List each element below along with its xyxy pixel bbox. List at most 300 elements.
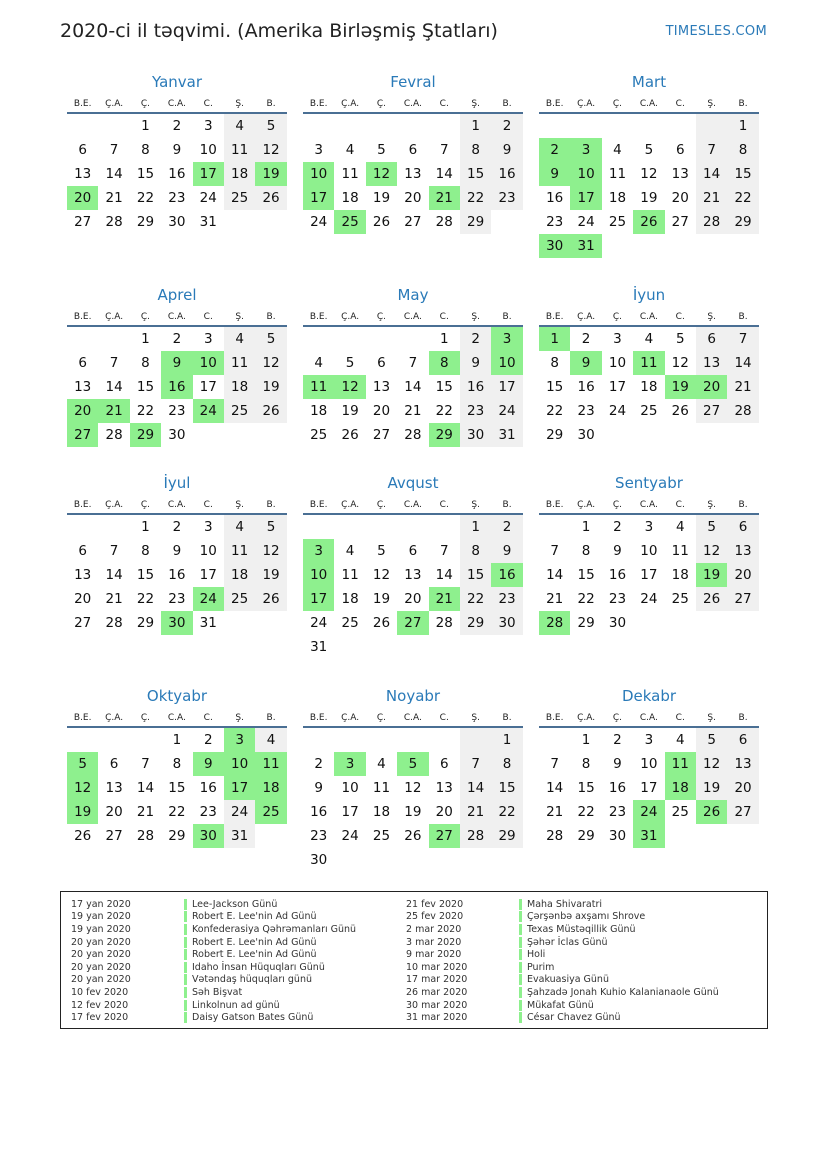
day-cell[interactable]: 25 (224, 587, 255, 611)
holiday-day-cell[interactable]: 18 (255, 776, 286, 800)
day-cell[interactable]: 19 (372, 190, 391, 206)
day-cell[interactable]: 7 (727, 327, 758, 351)
day-cell[interactable]: 20 (372, 403, 391, 419)
day-cell[interactable]: 10 (640, 756, 658, 772)
day-cell[interactable]: 3 (203, 519, 213, 535)
holiday-day-cell[interactable]: 28 (539, 611, 570, 635)
day-cell[interactable]: 27 (727, 800, 758, 824)
day-cell[interactable]: 14 (546, 567, 564, 583)
holiday-day-cell[interactable]: 16 (161, 375, 192, 399)
day-cell[interactable]: 2 (172, 331, 182, 347)
day-cell[interactable]: 31 (199, 615, 217, 631)
day-cell[interactable]: 16 (577, 379, 595, 395)
day-cell[interactable]: 25 (310, 427, 328, 443)
day-cell[interactable]: 28 (136, 828, 155, 844)
day-cell[interactable]: 3 (203, 331, 213, 347)
day-cell[interactable]: 16 (199, 780, 217, 796)
day-cell[interactable]: 6 (675, 142, 685, 158)
day-cell[interactable]: 4 (255, 728, 286, 752)
holiday-day-cell[interactable]: 29 (130, 423, 161, 447)
day-cell[interactable]: 9 (172, 543, 182, 559)
day-cell[interactable]: 14 (460, 776, 491, 800)
holiday-day-cell[interactable]: 11 (303, 375, 334, 399)
day-cell[interactable]: 13 (696, 351, 727, 375)
holiday-day-cell[interactable]: 3 (334, 752, 365, 776)
day-cell[interactable]: 2 (460, 327, 491, 351)
day-cell[interactable]: 19 (255, 563, 286, 587)
day-cell[interactable]: 1 (141, 331, 150, 347)
day-cell[interactable]: 4 (675, 519, 685, 535)
day-cell[interactable]: 29 (460, 210, 491, 234)
day-cell[interactable]: 8 (460, 539, 491, 563)
day-cell[interactable]: 7 (109, 355, 119, 371)
day-cell[interactable]: 23 (168, 190, 186, 206)
day-cell[interactable]: 24 (608, 403, 627, 419)
day-cell[interactable]: 8 (581, 543, 591, 559)
holiday-day-cell[interactable]: 25 (255, 800, 286, 824)
day-cell[interactable]: 7 (696, 138, 727, 162)
day-cell[interactable]: 19 (372, 591, 391, 607)
day-cell[interactable]: 18 (224, 563, 255, 587)
day-cell[interactable]: 11 (341, 567, 359, 583)
holiday-day-cell[interactable]: 9 (161, 351, 192, 375)
day-cell[interactable]: 12 (255, 351, 286, 375)
day-cell[interactable]: 6 (696, 327, 727, 351)
day-cell[interactable]: 17 (491, 375, 522, 399)
day-cell[interactable]: 11 (224, 539, 255, 563)
holiday-day-cell[interactable]: 9 (193, 752, 224, 776)
day-cell[interactable]: 14 (696, 162, 727, 186)
day-cell[interactable]: 20 (435, 804, 453, 820)
day-cell[interactable]: 23 (310, 828, 328, 844)
day-cell[interactable]: 1 (141, 118, 150, 134)
holiday-day-cell[interactable]: 12 (67, 776, 98, 800)
day-cell[interactable]: 13 (671, 166, 689, 182)
day-cell[interactable]: 20 (74, 591, 92, 607)
holiday-day-cell[interactable]: 9 (539, 162, 570, 186)
day-cell[interactable]: 22 (491, 800, 522, 824)
day-cell[interactable]: 1 (439, 331, 449, 347)
day-cell[interactable]: 28 (727, 399, 758, 423)
day-cell[interactable]: 8 (727, 138, 758, 162)
day-cell[interactable]: 12 (671, 355, 689, 371)
holiday-day-cell[interactable]: 2 (539, 138, 570, 162)
day-cell[interactable]: 22 (460, 186, 491, 210)
holiday-day-cell[interactable]: 10 (303, 563, 334, 587)
holiday-day-cell[interactable]: 17 (570, 186, 601, 210)
day-cell[interactable]: 19 (341, 403, 359, 419)
day-cell[interactable]: 15 (577, 567, 595, 583)
day-cell[interactable]: 23 (168, 591, 186, 607)
holiday-day-cell[interactable]: 5 (67, 752, 98, 776)
day-cell[interactable]: 23 (491, 587, 522, 611)
day-cell[interactable]: 5 (255, 327, 286, 351)
holiday-day-cell[interactable]: 3 (491, 327, 522, 351)
day-cell[interactable]: 23 (199, 804, 217, 820)
day-cell[interactable]: 27 (372, 427, 391, 443)
day-cell[interactable]: 21 (136, 804, 155, 820)
holiday-day-cell[interactable]: 25 (334, 210, 365, 234)
holiday-day-cell[interactable]: 10 (570, 162, 601, 186)
brand-link[interactable]: TIMESLES.COM (665, 24, 767, 39)
day-cell[interactable]: 21 (546, 591, 564, 607)
holiday-day-cell[interactable]: 24 (633, 800, 664, 824)
day-cell[interactable]: 25 (640, 403, 658, 419)
day-cell[interactable]: 10 (341, 780, 359, 796)
day-cell[interactable]: 1 (491, 728, 522, 752)
day-cell[interactable]: 31 (199, 214, 217, 230)
holiday-day-cell[interactable]: 26 (633, 210, 664, 234)
day-cell[interactable]: 5 (377, 543, 386, 559)
day-cell[interactable]: 10 (608, 355, 627, 371)
day-cell[interactable]: 25 (372, 828, 391, 844)
day-cell[interactable]: 2 (613, 732, 622, 748)
day-cell[interactable]: 16 (608, 567, 627, 583)
day-cell[interactable]: 13 (74, 567, 92, 583)
day-cell[interactable]: 8 (141, 142, 150, 158)
day-cell[interactable]: 4 (613, 142, 622, 158)
holiday-day-cell[interactable]: 24 (193, 399, 224, 423)
day-cell[interactable]: 9 (613, 543, 622, 559)
day-cell[interactable]: 19 (404, 804, 422, 820)
day-cell[interactable]: 12 (696, 752, 727, 776)
day-cell[interactable]: 14 (105, 379, 123, 395)
day-cell[interactable]: 25 (608, 214, 627, 230)
day-cell[interactable]: 13 (727, 539, 758, 563)
day-cell[interactable]: 18 (640, 379, 658, 395)
day-cell[interactable]: 18 (372, 804, 391, 820)
day-cell[interactable]: 1 (460, 515, 491, 539)
day-cell[interactable]: 4 (345, 543, 355, 559)
day-cell[interactable]: 5 (644, 142, 654, 158)
day-cell[interactable]: 28 (105, 427, 123, 443)
holiday-day-cell[interactable]: 10 (224, 752, 255, 776)
day-cell[interactable]: 24 (224, 800, 255, 824)
day-cell[interactable]: 22 (727, 186, 758, 210)
holiday-day-cell[interactable]: 11 (255, 752, 286, 776)
day-cell[interactable]: 21 (460, 800, 491, 824)
day-cell[interactable]: 20 (404, 190, 422, 206)
day-cell[interactable]: 16 (168, 166, 186, 182)
day-cell[interactable]: 28 (404, 427, 422, 443)
day-cell[interactable]: 17 (640, 567, 658, 583)
day-cell[interactable]: 7 (141, 756, 150, 772)
day-cell[interactable]: 12 (255, 138, 286, 162)
day-cell[interactable]: 22 (546, 403, 564, 419)
day-cell[interactable]: 5 (675, 331, 685, 347)
day-cell[interactable]: 23 (460, 399, 491, 423)
day-cell[interactable]: 31 (224, 824, 255, 848)
holiday-day-cell[interactable]: 12 (334, 375, 365, 399)
holiday-day-cell[interactable]: 17 (224, 776, 255, 800)
day-cell[interactable]: 6 (109, 756, 119, 772)
day-cell[interactable]: 4 (224, 515, 255, 539)
day-cell[interactable]: 22 (136, 591, 155, 607)
holiday-day-cell[interactable]: 27 (397, 611, 428, 635)
day-cell[interactable]: 20 (671, 190, 689, 206)
holiday-day-cell[interactable]: 18 (665, 776, 696, 800)
day-cell[interactable]: 10 (199, 142, 217, 158)
day-cell[interactable]: 11 (224, 138, 255, 162)
day-cell[interactable]: 24 (310, 214, 328, 230)
day-cell[interactable]: 6 (408, 142, 418, 158)
holiday-day-cell[interactable]: 20 (696, 375, 727, 399)
day-cell[interactable]: 13 (404, 567, 422, 583)
day-cell[interactable]: 11 (224, 351, 255, 375)
day-cell[interactable]: 28 (696, 210, 727, 234)
holiday-day-cell[interactable]: 17 (303, 186, 334, 210)
day-cell[interactable]: 23 (608, 591, 627, 607)
day-cell[interactable]: 2 (172, 519, 182, 535)
day-cell[interactable]: 1 (581, 519, 591, 535)
holiday-day-cell[interactable]: 27 (429, 824, 460, 848)
holiday-day-cell[interactable]: 19 (665, 375, 696, 399)
day-cell[interactable]: 6 (78, 142, 87, 158)
day-cell[interactable]: 3 (644, 732, 654, 748)
day-cell[interactable]: 18 (224, 162, 255, 186)
day-cell[interactable]: 22 (460, 587, 491, 611)
day-cell[interactable]: 30 (608, 615, 627, 631)
day-cell[interactable]: 29 (577, 615, 595, 631)
day-cell[interactable]: 27 (671, 214, 689, 230)
day-cell[interactable]: 22 (136, 190, 155, 206)
day-cell[interactable]: 19 (255, 375, 286, 399)
day-cell[interactable]: 26 (372, 615, 391, 631)
day-cell[interactable]: 16 (310, 804, 328, 820)
day-cell[interactable]: 4 (675, 732, 685, 748)
holiday-day-cell[interactable]: 11 (633, 351, 664, 375)
day-cell[interactable]: 5 (255, 114, 286, 138)
day-cell[interactable]: 26 (255, 399, 286, 423)
day-cell[interactable]: 9 (613, 756, 622, 772)
day-cell[interactable]: 7 (408, 355, 418, 371)
day-cell[interactable]: 4 (224, 327, 255, 351)
day-cell[interactable]: 26 (696, 587, 727, 611)
day-cell[interactable]: 24 (341, 828, 359, 844)
day-cell[interactable]: 24 (310, 615, 328, 631)
day-cell[interactable]: 29 (577, 828, 595, 844)
day-cell[interactable]: 16 (546, 190, 564, 206)
holiday-day-cell[interactable]: 3 (570, 138, 601, 162)
day-cell[interactable]: 4 (345, 142, 355, 158)
day-cell[interactable]: 1 (141, 519, 150, 535)
day-cell[interactable]: 21 (105, 190, 123, 206)
day-cell[interactable]: 8 (172, 756, 182, 772)
holiday-day-cell[interactable]: 19 (696, 563, 727, 587)
day-cell[interactable]: 11 (671, 543, 689, 559)
day-cell[interactable]: 4 (224, 114, 255, 138)
holiday-day-cell[interactable]: 20 (67, 399, 98, 423)
day-cell[interactable]: 1 (460, 114, 491, 138)
day-cell[interactable]: 3 (203, 118, 213, 134)
day-cell[interactable]: 6 (377, 355, 386, 371)
day-cell[interactable]: 26 (74, 828, 92, 844)
day-cell[interactable]: 17 (608, 379, 627, 395)
day-cell[interactable]: 27 (696, 399, 727, 423)
day-cell[interactable]: 9 (314, 780, 323, 796)
day-cell[interactable]: 30 (310, 852, 328, 868)
day-cell[interactable]: 14 (105, 567, 123, 583)
day-cell[interactable]: 1 (581, 732, 591, 748)
day-cell[interactable]: 5 (345, 355, 355, 371)
day-cell[interactable]: 22 (435, 403, 453, 419)
day-cell[interactable]: 23 (168, 403, 186, 419)
day-cell[interactable]: 12 (640, 166, 658, 182)
day-cell[interactable]: 17 (199, 567, 217, 583)
day-cell[interactable]: 2 (172, 118, 182, 134)
holiday-day-cell[interactable]: 17 (193, 162, 224, 186)
holiday-day-cell[interactable]: 20 (67, 186, 98, 210)
day-cell[interactable]: 13 (435, 780, 453, 796)
day-cell[interactable]: 27 (404, 214, 422, 230)
day-cell[interactable]: 6 (439, 756, 449, 772)
day-cell[interactable]: 19 (640, 190, 658, 206)
day-cell[interactable]: 7 (109, 142, 119, 158)
day-cell[interactable]: 16 (608, 780, 627, 796)
holiday-day-cell[interactable]: 3 (224, 728, 255, 752)
holiday-day-cell[interactable]: 9 (570, 351, 601, 375)
day-cell[interactable]: 8 (491, 752, 522, 776)
day-cell[interactable]: 8 (141, 355, 150, 371)
day-cell[interactable]: 28 (435, 214, 453, 230)
day-cell[interactable]: 15 (435, 379, 453, 395)
day-cell[interactable]: 18 (310, 403, 328, 419)
day-cell[interactable]: 30 (168, 214, 186, 230)
day-cell[interactable]: 16 (168, 567, 186, 583)
day-cell[interactable]: 30 (460, 423, 491, 447)
day-cell[interactable]: 22 (168, 804, 186, 820)
day-cell[interactable]: 6 (408, 543, 418, 559)
day-cell[interactable]: 7 (439, 142, 449, 158)
day-cell[interactable]: 22 (577, 804, 595, 820)
day-cell[interactable]: 8 (581, 756, 591, 772)
holiday-day-cell[interactable]: 29 (429, 423, 460, 447)
day-cell[interactable]: 6 (78, 543, 87, 559)
day-cell[interactable]: 15 (727, 162, 758, 186)
day-cell[interactable]: 29 (546, 427, 564, 443)
day-cell[interactable]: 18 (341, 591, 359, 607)
day-cell[interactable]: 28 (546, 828, 564, 844)
holiday-day-cell[interactable]: 10 (303, 162, 334, 186)
day-cell[interactable]: 5 (377, 142, 386, 158)
day-cell[interactable]: 2 (203, 732, 213, 748)
day-cell[interactable]: 6 (727, 728, 758, 752)
day-cell[interactable]: 26 (671, 403, 689, 419)
day-cell[interactable]: 15 (460, 162, 491, 186)
day-cell[interactable]: 29 (727, 210, 758, 234)
day-cell[interactable]: 20 (727, 563, 758, 587)
day-cell[interactable]: 2 (581, 331, 591, 347)
day-cell[interactable]: 21 (404, 403, 422, 419)
holiday-day-cell[interactable]: 5 (397, 752, 428, 776)
day-cell[interactable]: 13 (404, 166, 422, 182)
day-cell[interactable]: 5 (696, 728, 727, 752)
day-cell[interactable]: 28 (435, 615, 453, 631)
holiday-day-cell[interactable]: 21 (98, 399, 129, 423)
holiday-day-cell[interactable]: 30 (539, 234, 570, 258)
holiday-day-cell[interactable]: 10 (193, 351, 224, 375)
holiday-day-cell[interactable]: 21 (429, 587, 460, 611)
day-cell[interactable]: 5 (696, 515, 727, 539)
day-cell[interactable]: 3 (613, 331, 622, 347)
day-cell[interactable]: 29 (491, 824, 522, 848)
day-cell[interactable]: 13 (74, 166, 92, 182)
day-cell[interactable]: 27 (74, 214, 92, 230)
holiday-day-cell[interactable]: 19 (67, 800, 98, 824)
holiday-day-cell[interactable]: 10 (491, 351, 522, 375)
day-cell[interactable]: 17 (341, 804, 359, 820)
day-cell[interactable]: 5 (255, 515, 286, 539)
day-cell[interactable]: 13 (372, 379, 391, 395)
day-cell[interactable]: 15 (460, 563, 491, 587)
day-cell[interactable]: 15 (168, 780, 186, 796)
day-cell[interactable]: 15 (136, 567, 155, 583)
day-cell[interactable]: 28 (105, 615, 123, 631)
day-cell[interactable]: 10 (640, 543, 658, 559)
day-cell[interactable]: 30 (168, 427, 186, 443)
holiday-day-cell[interactable]: 12 (366, 162, 397, 186)
day-cell[interactable]: 20 (105, 804, 123, 820)
day-cell[interactable]: 26 (341, 427, 359, 443)
day-cell[interactable]: 10 (199, 543, 217, 559)
day-cell[interactable]: 30 (577, 427, 595, 443)
day-cell[interactable]: 12 (372, 567, 391, 583)
day-cell[interactable]: 11 (341, 166, 359, 182)
day-cell[interactable]: 18 (608, 190, 627, 206)
day-cell[interactable]: 2 (613, 519, 622, 535)
day-cell[interactable]: 17 (199, 379, 217, 395)
day-cell[interactable]: 22 (577, 591, 595, 607)
day-cell[interactable]: 1 (727, 114, 758, 138)
day-cell[interactable]: 26 (255, 186, 286, 210)
day-cell[interactable]: 21 (105, 591, 123, 607)
day-cell[interactable]: 23 (491, 186, 522, 210)
day-cell[interactable]: 17 (640, 780, 658, 796)
day-cell[interactable]: 11 (608, 166, 627, 182)
day-cell[interactable]: 13 (105, 780, 123, 796)
day-cell[interactable]: 9 (172, 142, 182, 158)
day-cell[interactable]: 4 (644, 331, 654, 347)
day-cell[interactable]: 26 (255, 587, 286, 611)
day-cell[interactable]: 2 (491, 114, 522, 138)
day-cell[interactable]: 14 (546, 780, 564, 796)
day-cell[interactable]: 15 (136, 379, 155, 395)
day-cell[interactable]: 13 (727, 752, 758, 776)
day-cell[interactable]: 7 (460, 752, 491, 776)
day-cell[interactable]: 8 (141, 543, 150, 559)
day-cell[interactable]: 24 (199, 190, 217, 206)
day-cell[interactable]: 14 (136, 780, 155, 796)
day-cell[interactable]: 15 (136, 166, 155, 182)
holiday-day-cell[interactable]: 3 (303, 539, 334, 563)
day-cell[interactable]: 9 (491, 138, 522, 162)
day-cell[interactable]: 27 (74, 615, 92, 631)
day-cell[interactable]: 30 (608, 828, 627, 844)
day-cell[interactable]: 15 (491, 776, 522, 800)
holiday-day-cell[interactable]: 24 (193, 587, 224, 611)
holiday-day-cell[interactable]: 31 (570, 234, 601, 258)
day-cell[interactable]: 23 (577, 403, 595, 419)
day-cell[interactable]: 25 (224, 186, 255, 210)
day-cell[interactable]: 18 (224, 375, 255, 399)
day-cell[interactable]: 4 (314, 355, 323, 371)
day-cell[interactable]: 18 (341, 190, 359, 206)
day-cell[interactable]: 21 (696, 186, 727, 210)
holiday-day-cell[interactable]: 26 (696, 800, 727, 824)
day-cell[interactable]: 20 (727, 776, 758, 800)
day-cell[interactable]: 14 (435, 567, 453, 583)
day-cell[interactable]: 13 (74, 379, 92, 395)
